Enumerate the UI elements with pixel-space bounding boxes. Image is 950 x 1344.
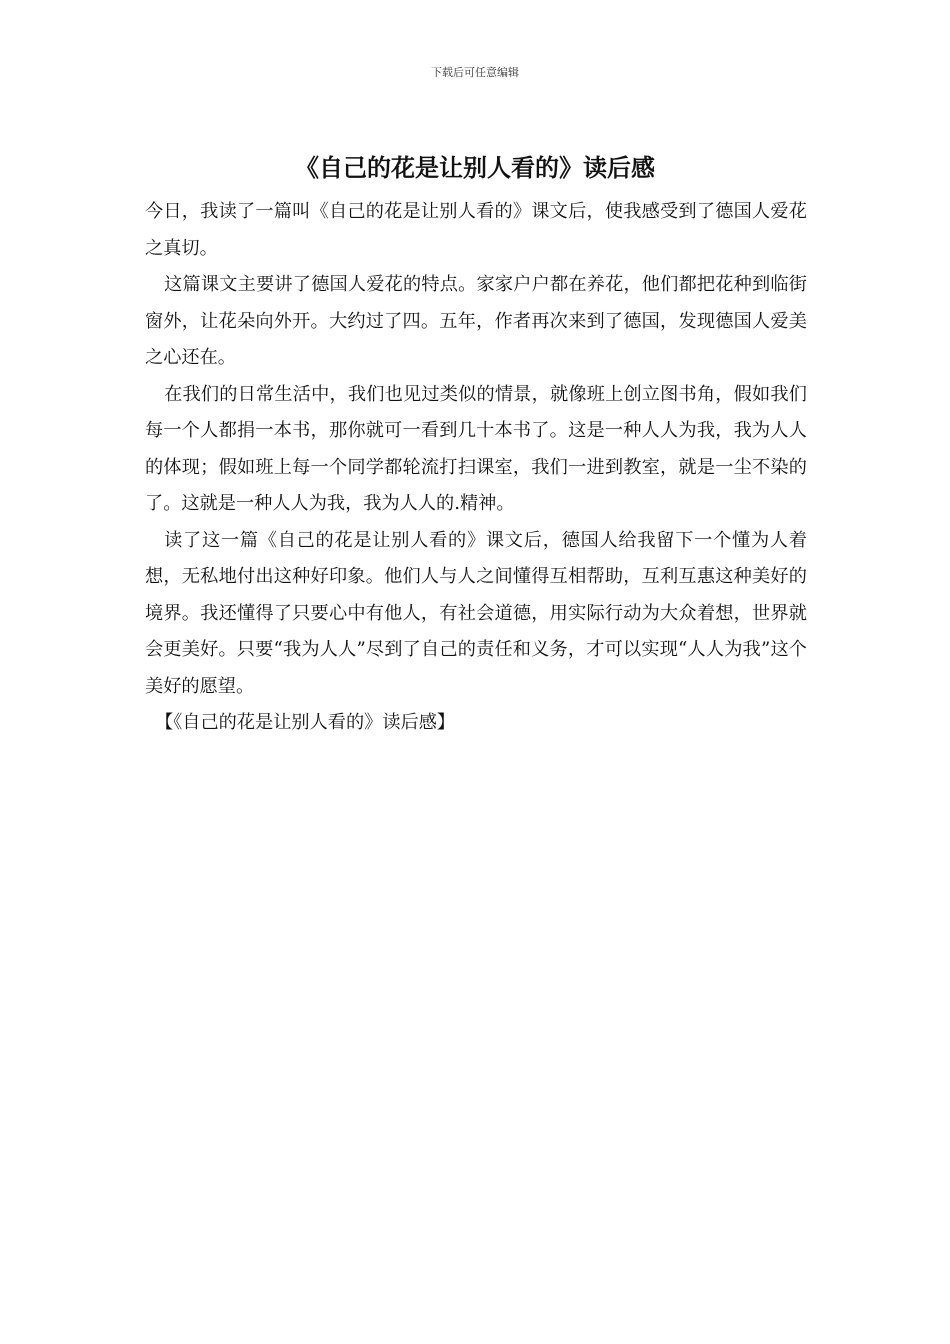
paragraph-daily-life: 在我们的日常生活中，我们也见过类似的情景，就像班上创立图书角，假如我们每一个人都捐一本书，那你就可一看到几十本书了。这是一种人人为我，我为人人的体现；假如班上每一个同学都轮流打扫课室，我们一进到教室，就是一尘不染的了。这就是一种人人为我，我为人人的.精神。 xyxy=(145,383,807,514)
document-footer-title: 【《自己的花是让别人看的》读后感】 xyxy=(155,712,456,733)
document-title: 《自己的花是让别人看的》读后感 xyxy=(295,154,655,182)
paragraph-summary: 这篇课文主要讲了德国人爱花的特点。家家户户都在养花，他们都把花种到临街窗外，让花朵向外开。大约过了四。五年，作者再次来到了德国，发现德国人爱美之心还在。 xyxy=(145,274,807,368)
page-header: 下载后可任意编辑 xyxy=(431,66,519,79)
document-body xyxy=(145,194,807,742)
paragraph-intro: 今日，我读了一篇叫《自己的花是让别人看的》课文后，使我感受到了德国人爱花之真切。 xyxy=(145,201,807,259)
paragraph-conclusion: 读了这一篇《自己的花是让别人看的》课文后，德国人给我留下一个懂为人着想，无私地付出这种好印象。他们人与人之间懂得互相帮助，互利互惠这种美好的境界。我还懂得了只要心中有他人，有社会道德，用实际行动为大众着想，世界就会更美好。只要“我为人人”尽到了自己的责任和义务，才可以实现“人人为我”这个美好的愿望。 xyxy=(145,529,807,697)
